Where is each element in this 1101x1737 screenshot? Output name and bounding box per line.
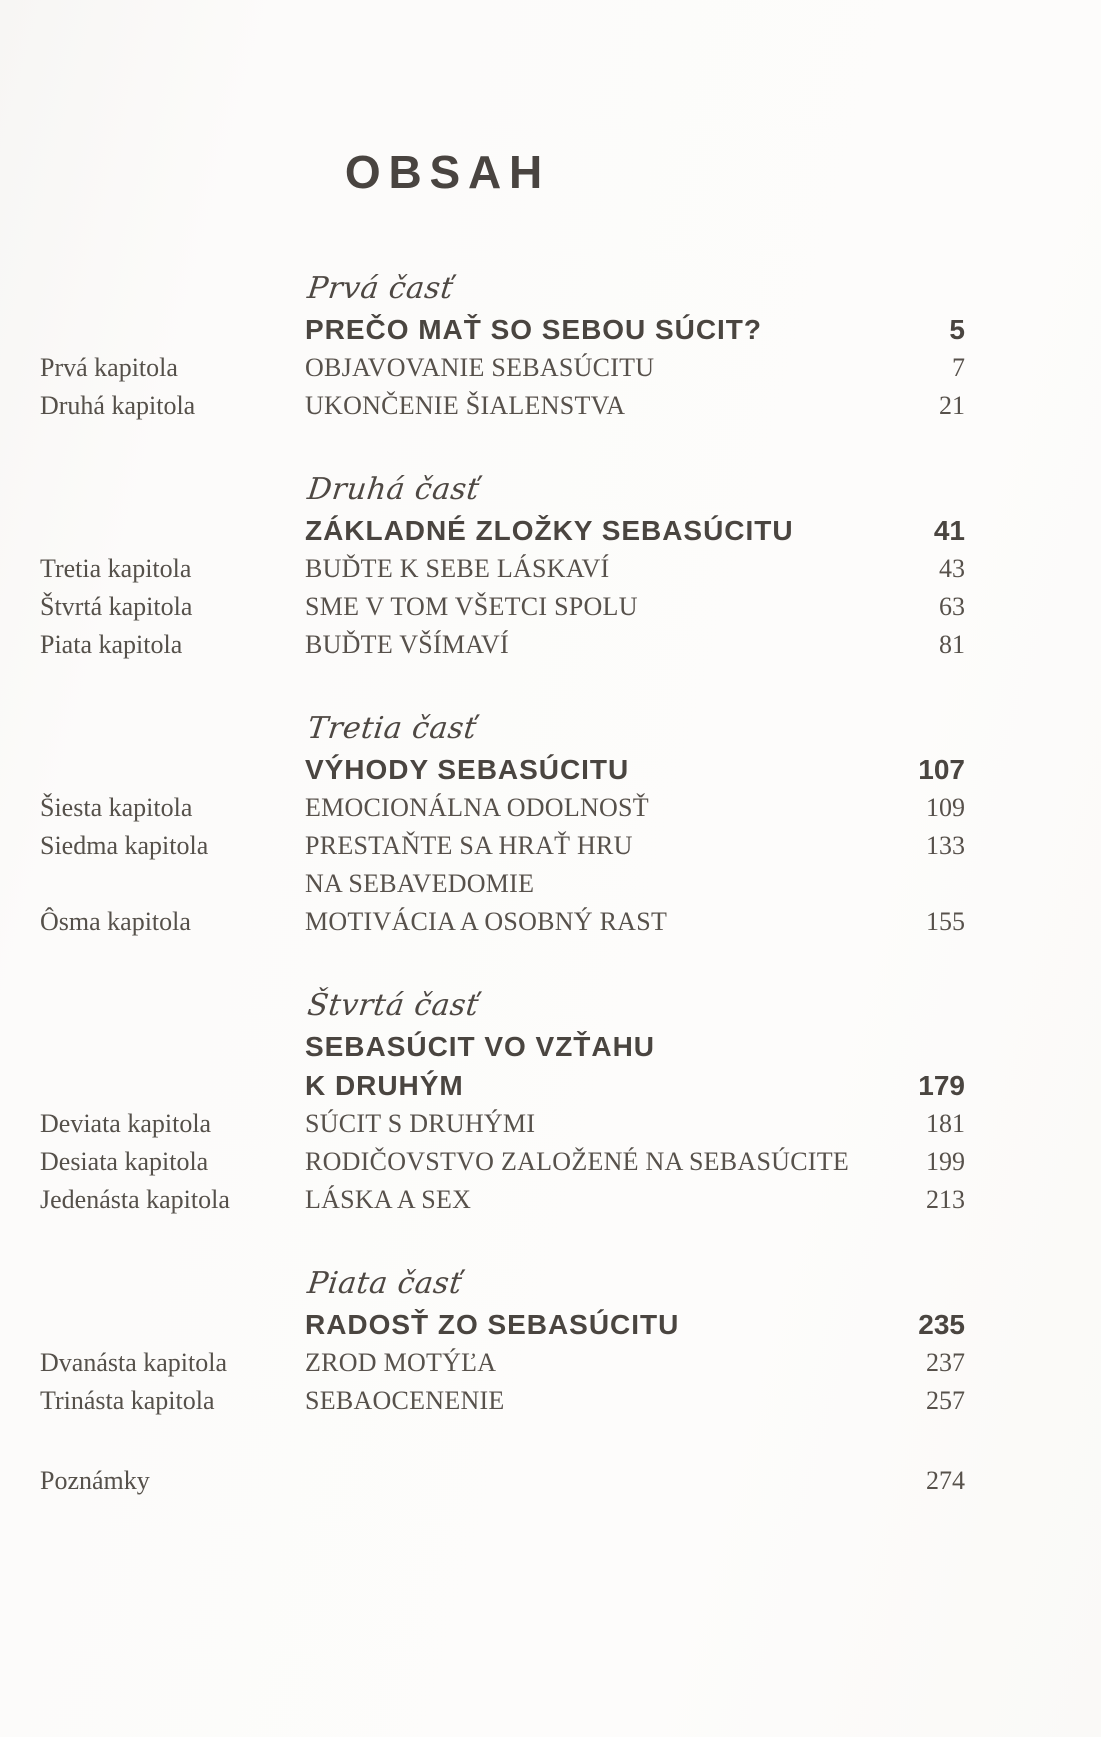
chapter-title-lines [305,1344,885,1382]
chapter-page-number: 181 [926,1109,965,1138]
chapter-row [40,387,965,425]
chapter-row [40,626,965,664]
section-head [305,268,965,349]
section-chapters [40,349,965,425]
section-head [305,469,965,550]
chapter-page-number: 63 [939,592,965,621]
chapter-title-lines [305,550,885,588]
chapter-title-lines [305,387,885,425]
section-head [305,708,965,789]
chapter-page-number: 109 [926,793,965,822]
chapter-row [40,1382,965,1420]
chapter-row [40,550,965,588]
chapter-title-line: MOTIVÁCIA A OSOBNÝ RAST [305,907,668,936]
section-title-line: ZÁKLADNÉ ZLOŽKY SEBASÚCITU [305,515,794,546]
chapter-row [40,349,965,387]
toc-section [40,985,965,1219]
section-title-lines [305,1027,885,1105]
part-script-label: Druhá časť [305,472,482,507]
section-title-row [305,1027,965,1105]
chapter-page-number: 7 [952,353,965,382]
section-title-line: RADOSŤ ZO SEBASÚCITU [305,1309,680,1340]
chapter-title-lines [305,1105,885,1143]
chapter-title-lines [305,827,885,903]
section-head [305,1263,965,1344]
footer-label: Poznámky [40,1466,150,1495]
chapter-title-line: UKONČENIE ŠIALENSTVA [305,391,626,420]
toc-section [40,268,965,425]
chapter-page-number: 237 [926,1348,965,1377]
chapter-page-number: 133 [926,831,965,860]
section-title-row [305,511,965,550]
chapter-label: Jedenásta kapitola [40,1185,230,1214]
chapter-label: Šiesta kapitola [40,793,193,822]
chapter-title-line: LÁSKA A SEX [305,1185,472,1214]
toc-footer [40,1462,965,1500]
toc-content [40,146,965,1500]
chapter-title-lines [305,626,885,664]
chapter-title-lines [305,1382,885,1420]
section-chapters [40,789,965,941]
section-chapters [40,550,965,664]
footer-page-number: 274 [926,1466,965,1495]
chapter-title-line: SEBAOCENENIE [305,1386,505,1415]
chapter-page-number: 43 [939,554,965,583]
section-title-line: SEBASÚCIT VO VZŤAHU [305,1031,655,1062]
toc-sections [40,268,965,1420]
chapter-row [40,588,965,626]
chapter-label: Tretia kapitola [40,554,192,583]
chapter-title-line: OBJAVOVANIE SEBASÚCITU [305,353,655,382]
chapter-title-lines [305,789,885,827]
chapter-title-line: SME V TOM VŠETCI SPOLU [305,592,638,621]
section-page-number: 107 [918,754,965,785]
chapter-row [40,827,965,903]
chapter-label: Prvá kapitola [40,353,178,382]
section-title-lines [305,1305,885,1344]
page-title: OBSAH [344,146,551,198]
chapter-page-number: 155 [926,907,965,936]
toc-section [40,708,965,941]
section-page-number: 179 [918,1070,965,1101]
chapter-label: Druhá kapitola [40,391,196,420]
toc-section [40,1263,965,1420]
chapter-label: Trinásta kapitola [40,1386,215,1415]
section-title-lines [305,511,885,550]
section-head [305,985,965,1105]
chapter-row [40,1143,965,1181]
chapter-page-number: 81 [939,630,965,659]
chapter-page-number: 21 [939,391,965,420]
chapter-row [40,789,965,827]
part-script-label: Prvá časť [305,271,456,306]
chapter-label: Desiata kapitola [40,1147,209,1176]
chapter-title-line: BUĎTE K SEBE LÁSKAVÍ [305,554,610,583]
chapter-label: Ôsma kapitola [40,907,191,936]
section-title-line: PREČO MAŤ SO SEBOU SÚCIT? [305,314,762,345]
chapter-row [40,1344,965,1382]
section-page-number: 41 [933,515,965,546]
part-script-label: Štvrtá časť [305,988,481,1023]
chapter-row [40,1181,965,1219]
chapter-label: Deviata kapitola [40,1109,212,1138]
chapter-title-line: NA SEBAVEDOMIE [305,869,535,898]
section-title-line: K DRUHÝM [305,1070,464,1101]
chapter-title-line: SÚCIT S DRUHÝMI [305,1109,536,1138]
chapter-label: Štvrtá kapitola [40,592,193,621]
section-page-number: 235 [918,1309,965,1340]
chapter-title-line: EMOCIONÁLNA ODOLNOSŤ [305,793,649,822]
section-chapters [40,1344,965,1420]
section-title-row [305,750,965,789]
chapter-row [40,1105,965,1143]
section-title-line: VÝHODY SEBASÚCITU [305,754,630,785]
part-script-label: Piata časť [305,1266,465,1301]
chapter-title-lines [305,349,885,387]
chapter-page-number: 213 [926,1185,965,1214]
part-script-label: Tretia časť [305,711,479,746]
chapter-title-lines [305,588,885,626]
chapter-title-line: ZROD MOTÝĽA [305,1348,497,1377]
chapter-page-number: 257 [926,1386,965,1415]
chapter-page-number: 199 [926,1147,965,1176]
section-page-number: 5 [949,314,965,345]
toc-section [40,469,965,664]
chapter-label: Siedma kapitola [40,831,209,860]
chapter-title-line: RODIČOVSTVO ZALOŽENÉ NA SEBASÚCITE [305,1147,849,1176]
chapter-title-lines [305,1143,885,1181]
chapter-label: Dvanásta kapitola [40,1348,227,1377]
chapter-title-line: PRESTAŇTE SA HRAŤ HRU [305,831,633,860]
section-title-row [305,1305,965,1344]
chapter-title-lines [305,1181,885,1219]
chapter-title-lines [305,903,885,941]
section-chapters [40,1105,965,1219]
chapter-row [40,903,965,941]
chapter-title-line: BUĎTE VŠÍMAVÍ [305,630,509,659]
section-title-lines [305,750,885,789]
chapter-label: Piata kapitola [40,630,183,659]
section-title-lines [305,310,885,349]
section-title-row [305,310,965,349]
